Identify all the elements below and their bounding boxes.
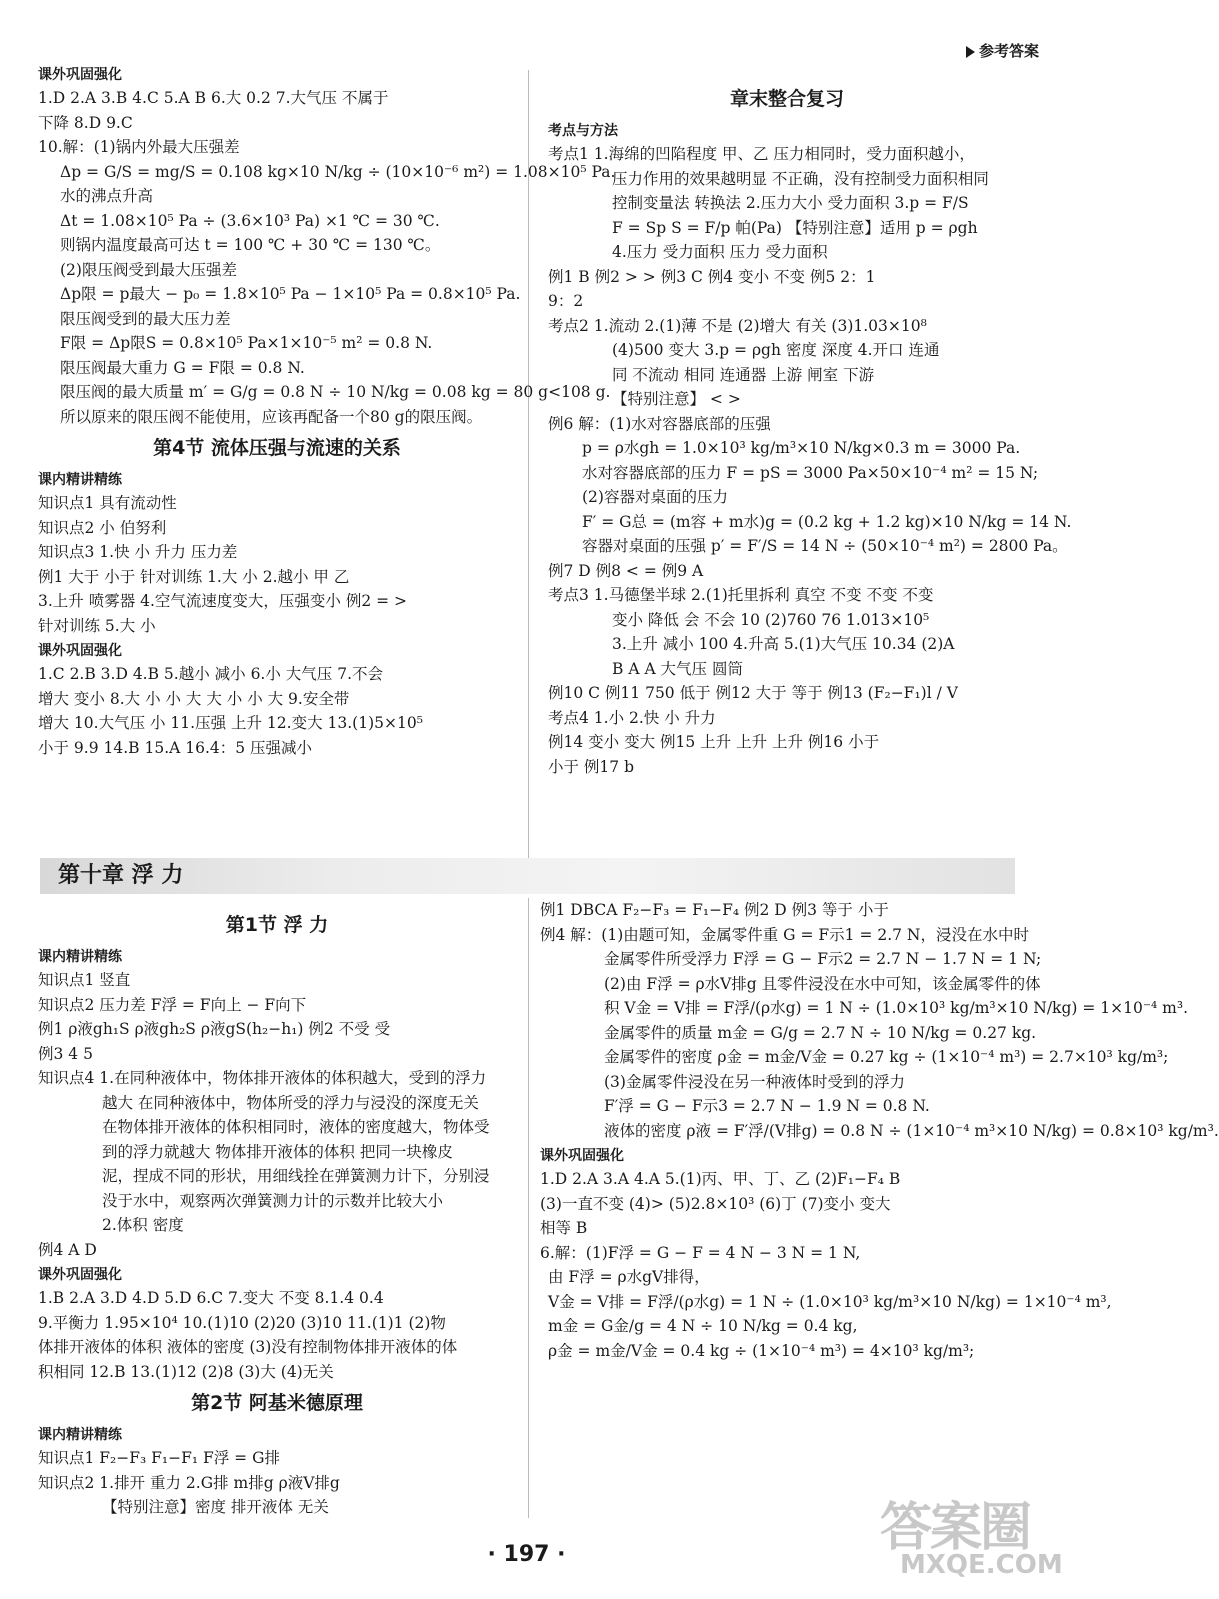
text-line: 例7 D 例8 < = 例9 A [548, 561, 704, 580]
text-line: 积相同 12.B 13.(1)12 (2)8 (3)大 (4)无关 [38, 1362, 334, 1381]
text-line: 下降 8.D 9.C [38, 113, 133, 132]
text-line: 考点2 1.流动 2.(1)薄 不是 (2)增大 有关 (3)1.03×10⁸ [548, 316, 927, 335]
text-line: 没于水中，观察两次弹簧测力计的示数并比较大小 [102, 1191, 444, 1210]
text-line: 【特别注意】密度 排开液体 无关 [102, 1498, 329, 1516]
chapter-banner [40, 858, 1015, 894]
text-line: 变小 降低 会 不会 10 (2)760 76 1.013×10⁵ [612, 610, 930, 629]
triangle-icon [966, 46, 975, 58]
text-line: 所以原来的限压阀不能使用，应该再配备一个80 g的限压阀。 [60, 407, 483, 426]
section-heading: 课外巩固强化 [38, 643, 122, 659]
text-line: 知识点4 1.在同种液体中，物体排开液体的体积越大，受到的浮力 [38, 1069, 487, 1087]
text-line: F限 = Δp限S = 0.8×10⁵ Pa×1×10⁻⁵ m² = 0.8 N. [60, 334, 433, 352]
text-line: 控制变量法 转换法 2.压力大小 受力面积 3.p = F/S [612, 194, 969, 212]
text-line: 1.B 2.A 3.D 4.D 5.D 6.C 7.变大 不变 8.1.4 0.4 [38, 1289, 384, 1307]
text-line: 限压阀最大重力 G = F限 = 0.8 N. [60, 358, 305, 377]
text-line: 知识点1 竖直 [38, 971, 131, 989]
text-line: 考点1 1.海绵的凹陷程度 甲、乙 压力相同时，受力面积越小， [548, 145, 975, 163]
text-line: 小于 例17 b [548, 757, 634, 776]
text-line: Δt = 1.08×10⁵ Pa ÷ (3.6×10³ Pa) ×1 ℃ = 30 ℃. [60, 211, 440, 230]
text-line: F′浮 = G − F示3 = 2.7 N − 1.9 N = 0.8 N. [604, 1097, 930, 1115]
right-column-bottom [540, 898, 1219, 1363]
text-line: V金 = V排 = F浮/(ρ水g) = 1 N ÷ (1.0×10³ kg/m³×10 N/kg) = 1×10⁻⁴ m³, [548, 1292, 1112, 1311]
watermark-url: MXQE.COM [900, 1550, 1063, 1580]
text-line: 9.平衡力 1.95×10⁴ 10.(1)10 (2)20 (3)10 11.(1)1 (2)物 [38, 1313, 446, 1332]
section-title: 第4节 流体压强与流速的关系 [153, 437, 401, 459]
section-heading: 课内精讲精练 [38, 949, 122, 965]
text-line: F′ = G总 = (m容 + m水)g = (0.2 kg + 1.2 kg)×10 N/kg = 14 N. [582, 512, 1072, 531]
text-line: 例4 解：(1)由题可知，金属零件重 G = F示1 = 2.7 N，浸没在水中时 [540, 925, 1029, 944]
text-line: 知识点2 压力差 F浮 = F向上 − F向下 [38, 995, 307, 1014]
text-line: 9：2 [548, 292, 584, 310]
text-line: m金 = G金/g = 4 N ÷ 10 N/kg = 0.4 kg, [548, 1317, 858, 1335]
text-line: 2.体积 密度 [102, 1216, 184, 1234]
text-line: 越大 在同种液体中，物体所受的浮力与浸没的深度无关 [102, 1093, 479, 1112]
text-line: B A A 大气压 圆筒 [612, 659, 743, 678]
text-line: 积 V金 = V排 = F浮/(ρ水g) = 1 N ÷ (1.0×10³ kg/m³×10 N/kg) = 1×10⁻⁴ m³. [604, 999, 1188, 1017]
text-line: (3)金属零件浸没在另一种液体时受到的浮力 [604, 1072, 905, 1091]
text-line: 考点3 1.马德堡半球 2.(1)托里拆利 真空 不变 不变 不变 [548, 586, 934, 604]
text-line: 3.上升 喷雾器 4.空气流速度变大，压强变小 例2 = > [38, 592, 408, 610]
section-heading: 课内精讲精练 [38, 472, 122, 488]
text-line: 体排开液体的体积 液体的密度 (3)没有控制物体排开液体的体 [38, 1338, 458, 1356]
text-line: 同 不流动 相同 连通器 上游 闸室 下游 [612, 365, 875, 384]
text-line: 例1 大于 小于 针对训练 1.大 小 2.越小 甲 乙 [38, 567, 350, 586]
text-line: 则锅内温度最高可达 t = 100 ℃ + 30 ℃ = 130 ℃。 [60, 236, 441, 254]
text-line: 增大 10.大气压 小 11.压强 上升 12.变大 13.(1)5×10⁵ [38, 714, 423, 732]
text-line: 6.解：(1)F浮 = G − F = 4 N − 3 N = 1 N, [540, 1243, 861, 1262]
text-line: 限压阀受到的最大压力差 [60, 309, 231, 328]
text-line: 考点4 1.小 2.快 小 升力 [548, 708, 716, 727]
text-line: 例1 ρ液gh₁S ρ液gh₂S ρ液gS(h₂−h₁) 例2 不受 受 [38, 1020, 391, 1038]
section-title: 第1节 浮 力 [225, 914, 329, 936]
chapter-title: 第十章 浮 力 [58, 863, 184, 888]
text-line: 例4 A D [38, 1240, 97, 1259]
text-line: 知识点2 1.排开 重力 2.G排 m排g ρ液V排g [38, 1473, 340, 1492]
text-line: (2)容器对桌面的压力 [582, 488, 728, 506]
text-line: Δp = G/S = mg/S = 0.108 kg×10 N/kg ÷ (10×10⁻⁶ m²) = 1.08×10⁵ Pa. [60, 162, 616, 181]
text-line: 增大 变小 8.大 小 小 大 大 小 小 大 9.安全带 [38, 689, 350, 708]
section-title: 第2节 阿基米德原理 [191, 1392, 363, 1414]
section-heading: 课外巩固强化 [38, 67, 122, 83]
text-line: 相等 B [540, 1219, 588, 1237]
text-line: F = Sp S = F/p 帕(Pa) 【特别注意】适用 p = ρgh [612, 218, 978, 237]
left-column-bottom [38, 906, 516, 1520]
text-line: (4)500 变大 3.p = ρgh 密度 深度 4.开口 连通 [612, 341, 940, 359]
text-line: 由 F浮 = ρ水gV排得， [548, 1268, 710, 1286]
text-line: 压力作用的效果越明显 不正确，没有控制受力面积相同 [612, 169, 989, 188]
text-line: p = ρ水gh = 1.0×10³ kg/m³×10 N/kg×0.3 m = 3000 Pa. [582, 439, 1021, 457]
text-line: 知识点3 1.快 小 升力 压力差 [38, 543, 238, 561]
text-line: 泥，捏成不同的形状，用细线拴在弹簧测力计下，分别浸 [102, 1167, 490, 1185]
text-line: 【特别注意】 < > [612, 390, 741, 408]
text-line: 知识点1 F₂−F₃ F₁−F₁ F浮 = G排 [38, 1449, 280, 1467]
text-line: 金属零件所受浮力 F浮 = G − F示2 = 2.7 N − 1.7 N = 1 N; [604, 950, 1042, 968]
page-number: · 197 · [487, 1542, 566, 1567]
text-line: 例1 B 例2 > > 例3 C 例4 变小 不变 例5 2：1 [548, 267, 876, 286]
text-line: 水对容器底部的压力 F = pS = 3000 Pa×50×10⁻⁴ m² = 15 N; [582, 463, 1039, 482]
text-line: 10.解：(1)锅内外最大压强差 [38, 138, 240, 156]
text-line: 3.上升 减小 100 4.升高 5.(1)大气压 10.34 (2)A [612, 635, 955, 653]
text-line: (2)由 F浮 = ρ水V排g 且零件浸没在水中可知，该金属零件的体 [604, 974, 1041, 993]
text-line: 在物体排开液体的体积相同时，液体的密度越大，物体受 [102, 1118, 490, 1136]
text-line: 例6 解：(1)水对容器底部的压强 [548, 414, 771, 433]
section-heading: 考点与方法 [548, 123, 618, 139]
text-line: 知识点2 小 伯努利 [38, 518, 167, 537]
right-column-top [548, 80, 1072, 779]
section-heading: 课内精讲精练 [38, 1427, 122, 1443]
text-line: (3)一直不变 (4)> (5)2.8×10³ (6)丁 (7)变小 变大 [540, 1194, 891, 1213]
text-line: 例1 DBCA F₂−F₃ = F₁−F₄ 例2 D 例3 等于 小于 [540, 901, 889, 919]
text-line: 限压阀的最大质量 m′ = G/g = 0.8 N ÷ 10 N/kg = 0.08 kg = 80 g<108 g. [60, 383, 611, 401]
text-line: 例3 4 5 [38, 1044, 93, 1063]
header-label: 参考答案 [978, 42, 1039, 60]
text-line: 针对训练 5.大 小 [38, 616, 156, 635]
text-line: 例10 C 例11 750 低于 例12 大于 等于 例13 (F₂−F₁)l / V [548, 684, 958, 702]
section-heading: 课外巩固强化 [540, 1148, 624, 1164]
watermark-logo: 答案圈 [880, 1498, 1031, 1558]
column-divider [528, 70, 529, 860]
section-title: 章末整合复习 [729, 88, 844, 110]
text-line: 液体的密度 ρ液 = F′浮/(V排g) = 0.8 N ÷ (1×10⁻⁴ m³×10 N/kg) = 0.8×10³ kg/m³. [604, 1121, 1219, 1140]
section-heading: 课外巩固强化 [38, 1267, 122, 1283]
text-line: 1.D 2.A 3.B 4.C 5.A B 6.大 0.2 7.大气压 不属于 [38, 89, 389, 107]
text-line: 小于 9.9 14.B 15.A 16.4：5 压强减小 [38, 738, 313, 757]
text-line: ρ金 = m金/V金 = 0.4 kg ÷ (1×10⁻⁴ m³) = 4×10³ kg/m³; [548, 1341, 975, 1360]
text-line: 4.压力 受力面积 压力 受力面积 [612, 243, 828, 261]
text-line: 1.D 2.A 3.A 4.A 5.(1)丙、甲、丁、乙 (2)F₁−F₄ B [540, 1170, 901, 1188]
text-line: 金属零件的密度 ρ金 = m金/V金 = 0.27 kg ÷ (1×10⁻⁴ m³) = 2.7×10³ kg/m³; [604, 1048, 1169, 1066]
text-line: 知识点1 具有流动性 [38, 494, 177, 512]
text-line: 1.C 2.B 3.D 4.B 5.越小 减小 6.小 大气压 7.不会 [38, 665, 384, 683]
text-line: 例14 变小 变大 例15 上升 上升 上升 例16 小于 [548, 733, 880, 751]
text-line: 水的沸点升高 [60, 187, 154, 205]
text-line: Δp限 = p最大 − p₀ = 1.8×10⁵ Pa − 1×10⁵ Pa = 0.8×10⁵ Pa. [60, 285, 521, 303]
reference-answers-header [966, 40, 1039, 61]
column-divider-lower [528, 898, 529, 1518]
text-line: 金属零件的质量 m金 = G/g = 2.7 N ÷ 10 N/kg = 0.27 kg. [604, 1023, 1037, 1042]
text-line: 到的浮力就越大 物体排开液体的体积 把同一块橡皮 [102, 1142, 453, 1161]
text-line: (2)限压阀受到最大压强差 [60, 260, 237, 279]
text-line: 容器对桌面的压强 p′ = F′/S = 14 N ÷ (50×10⁻⁴ m²) = 2800 Pa。 [582, 537, 1068, 555]
